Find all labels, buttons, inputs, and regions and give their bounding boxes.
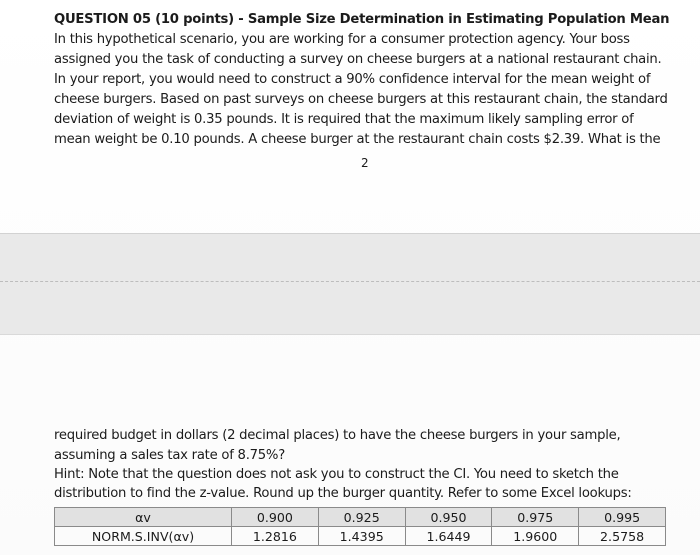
table-cell: 1.6449 [405, 527, 492, 546]
table-cell: 1.4395 [318, 527, 405, 546]
table-row [55, 527, 666, 546]
table-header-cell: 0.925 [318, 508, 405, 527]
question-line: deviation of weight is 0.35 pounds. It is required that the maximum likely sampling error of [54, 112, 634, 127]
table-cell: 1.9600 [492, 527, 579, 546]
table-header-cell: 0.950 [405, 508, 492, 527]
hint-line: Hint: Note that the question does not ask you to construct the CI. You need to sketch the [54, 467, 619, 482]
continuation-line: assuming a sales tax rate of 8.75%? [54, 448, 285, 463]
page-break-band [0, 233, 700, 335]
table-cell: NORM.S.INV(αv) [55, 527, 232, 546]
table-cell: 2.5758 [579, 527, 666, 546]
question-line: mean weight be 0.10 pounds. A cheese burger at the restaurant chain costs $2.39. What is the [54, 132, 661, 147]
question-line: In your report, you would need to construct a 90% confidence interval for the mean weight of [54, 72, 651, 87]
continuation-line: required budget in dollars (2 decimal places) to have the cheese burgers in your sample, [54, 428, 621, 443]
table-header-cell: αv [55, 508, 232, 527]
page-number: 2 [361, 156, 369, 170]
question-line: cheese burgers. Based on past surveys on cheese burgers at this restaurant chain, the standard [54, 92, 668, 107]
table-header-cell: 0.975 [492, 508, 579, 527]
page-break-divider [0, 281, 700, 282]
excel-lookup-table [54, 507, 666, 546]
table-cell: 1.2816 [232, 527, 319, 546]
question-line: assigned you the task of conducting a survey on cheese burgers at a national restaurant chain. [54, 52, 662, 67]
hint-line: distribution to find the z-value. Round up the burger quantity. Refer to some Excel lookups: [54, 486, 632, 501]
table-header-row [55, 508, 666, 527]
question-heading: QUESTION 05 (10 points) - Sample Size Determination in Estimating Population Mean [54, 12, 670, 27]
table-header-cell: 0.900 [232, 508, 319, 527]
table-header-cell: 0.995 [579, 508, 666, 527]
question-line: In this hypothetical scenario, you are working for a consumer protection agency. Your boss [54, 32, 630, 47]
